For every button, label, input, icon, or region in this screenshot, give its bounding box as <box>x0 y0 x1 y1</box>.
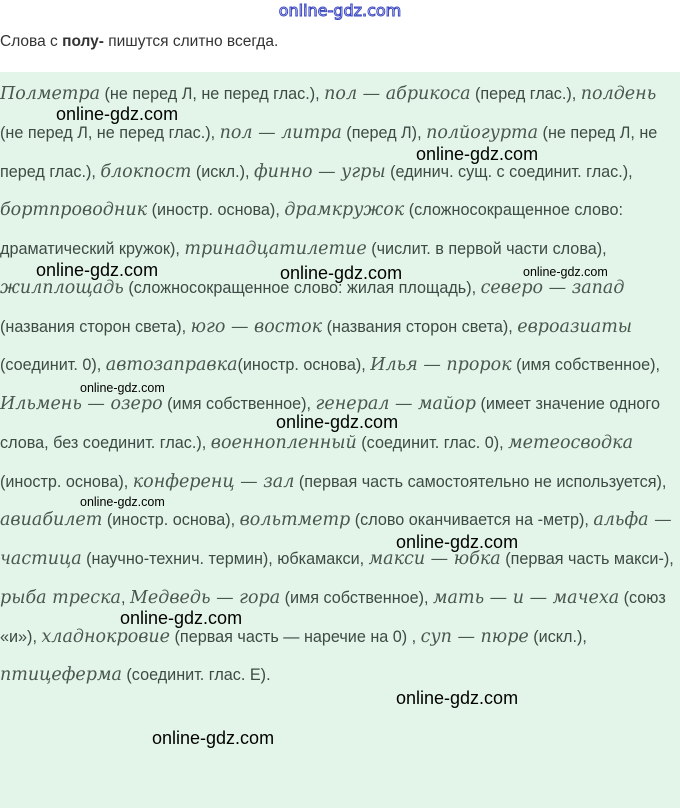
explanation-text: (иностр. основа), <box>237 356 371 375</box>
example-word: блокпост <box>100 161 192 182</box>
example-word: бортпроводник <box>0 200 148 221</box>
example-word: Полметра <box>0 84 101 104</box>
example-word: птицеферма <box>0 665 122 686</box>
watermark: online-gdz.com <box>36 260 159 280</box>
explanation-text: (имя собственное), <box>280 588 434 607</box>
explanation-text: (соединит. 0), <box>0 356 106 375</box>
top-watermark: online-gdz.com <box>278 1 402 20</box>
intro-bold: полу- <box>62 33 104 50</box>
intro-prefix: Слова с <box>0 33 63 50</box>
answer-card <box>0 72 680 808</box>
explanation-text: (первая часть самостоятельно не используется), <box>294 472 667 491</box>
example-word: авиабилет <box>0 510 103 531</box>
explanation-text: (названия сторон света), <box>322 317 518 336</box>
explanation-text: (искл.), <box>191 162 254 181</box>
explanation-text: (единич. сущ. с соединит. глас.), <box>385 162 633 181</box>
example-word: генерал — майор <box>315 394 476 414</box>
explanation-text: (сложносокращенное слово: драматический кружок), <box>0 201 623 258</box>
watermark: online-gdz.com <box>56 104 179 124</box>
example-word: макси — юбка <box>368 549 501 569</box>
watermark: online-gdz.com <box>280 263 403 283</box>
explanation-text: (слово оканчивается на -метр), <box>350 511 594 530</box>
example-word: вольтметр <box>239 510 351 531</box>
example-word: метеосводка <box>508 432 634 453</box>
watermark: online-gdz.com <box>80 495 165 509</box>
explanation-text: (сложносокращенное слово: жилая площадь), <box>123 278 481 297</box>
explanation-text: (числит. в первой части слова), <box>366 240 607 258</box>
example-word: финно — угры <box>253 161 386 182</box>
explanation-text: (имя собственное), <box>162 395 316 413</box>
explanation-text: (иностр. основа), <box>147 201 285 220</box>
explanation-text: (первая часть — наречие на 0) , <box>170 627 421 646</box>
example-word: евроазиаты <box>517 316 633 337</box>
example-word: мать — и — мачеха <box>433 587 620 608</box>
example-word: тринадцатилетие <box>184 239 367 259</box>
example-word: северо — запад <box>480 277 625 298</box>
explanation-text: (иностр. основа), <box>102 511 240 530</box>
example-word: Илья — пророк <box>370 355 512 376</box>
watermark: online-gdz.com <box>523 265 608 279</box>
explanation-text: (соединит. глас. Е). <box>121 666 271 685</box>
explanation-text: (перед Л), <box>341 123 427 142</box>
example-word: Ильмень — озеро <box>0 394 163 414</box>
example-word: юго — восток <box>190 316 323 337</box>
example-word: пол — абрикоса <box>324 84 471 104</box>
explanation-text: (искл.), <box>528 627 587 646</box>
watermark: online-gdz.com <box>152 728 275 748</box>
explanation-text: (первая часть макси-), <box>500 550 674 568</box>
example-word: полдень <box>580 84 657 104</box>
watermark: online-gdz.com <box>396 688 519 708</box>
explanation-text: (соединит. глас. 0), <box>356 433 509 452</box>
example-word: драмкружок <box>284 200 405 221</box>
explanation-text: (научно-технич. термин), юбкамакси, <box>81 550 369 568</box>
example-word: пол — литра <box>219 122 342 143</box>
example-word: альфа — частица <box>0 510 672 569</box>
example-word: военнопленный <box>210 432 357 453</box>
explanation-text: (не перед Л, не перед глас.), <box>0 123 658 181</box>
intro-text <box>0 33 278 51</box>
explanation-text: (союз «и»), <box>0 588 666 646</box>
example-word: Медведь — гора <box>129 587 281 608</box>
example-word: хладнокровие <box>41 626 171 647</box>
watermark: online-gdz.com <box>120 608 243 628</box>
explanation-text: , <box>120 588 130 607</box>
watermark: online-gdz.com <box>416 144 539 164</box>
watermark: online-gdz.com <box>396 532 519 552</box>
intro-suffix: пишутся слитно всегда. <box>103 33 279 50</box>
explanation-text: (не перед Л, не перед глас.), <box>100 85 325 103</box>
example-word: полйогурта <box>426 122 539 143</box>
example-word: рыба треска <box>0 587 121 608</box>
example-word: суп — пюре <box>420 626 529 647</box>
watermark: online-gdz.com <box>276 412 399 432</box>
explanation-text: (перед глас.), <box>470 85 581 103</box>
example-word: конференц — зал <box>132 471 295 492</box>
explanation-text: (имеет значение одного слова, без соединит. глас.), <box>0 395 660 452</box>
example-word: автозаправка <box>105 355 238 376</box>
explanation-text: (имя собственное), <box>511 356 660 375</box>
explanation-text: (иностр. основа), <box>0 472 133 491</box>
explanation-text: (не перед Л, не перед глас.), <box>0 123 220 142</box>
watermark: online-gdz.com <box>80 381 165 395</box>
example-word: жилплощадь <box>0 277 124 298</box>
explanation-text: (названия сторон света), <box>0 317 191 336</box>
